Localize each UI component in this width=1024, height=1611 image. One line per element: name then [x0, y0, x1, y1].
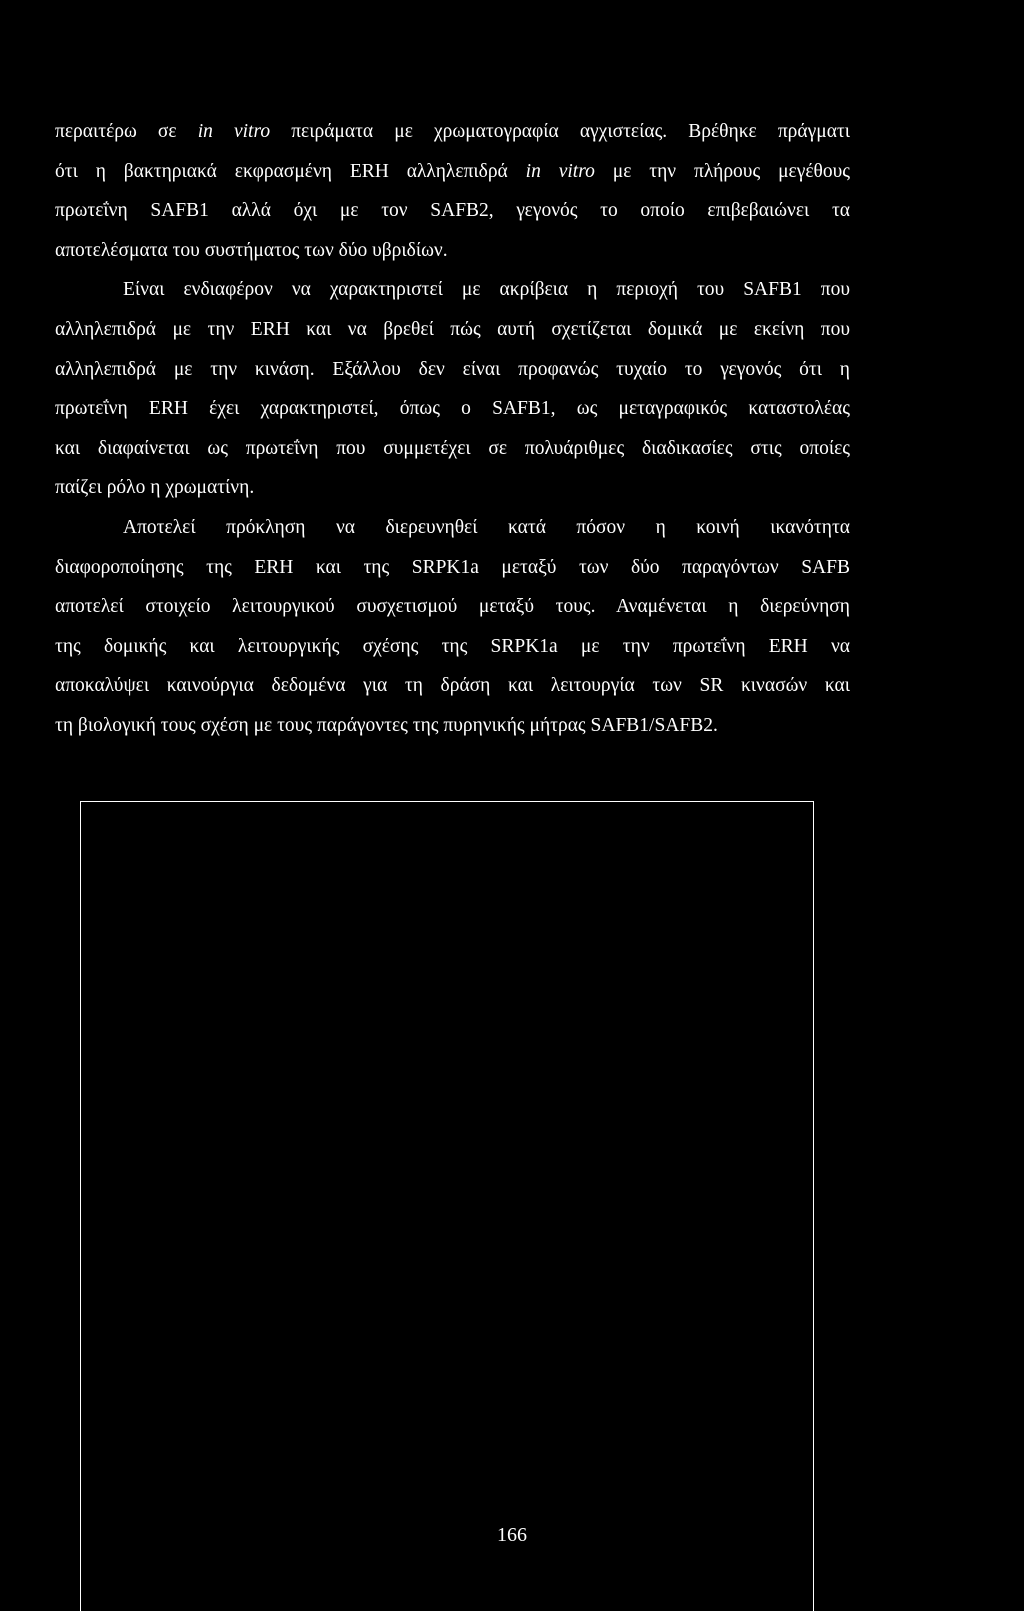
text-line: [55, 711, 850, 741]
text-line: [55, 355, 850, 385]
text-run: αποτελέσματα του συστήματος των δύο υβριδίων.: [55, 240, 448, 261]
text-line: [55, 394, 850, 424]
text-line: [55, 157, 850, 187]
text-line: [55, 196, 850, 226]
text-line: [55, 434, 850, 464]
figure-frame: [80, 801, 814, 1611]
text-run: τη βιολογική τους σχέση με τους παράγοντες της πυρηνικής μήτρας SAFB1/SAFB2.: [55, 715, 718, 736]
text-run: αποτελεί στοιχείο λειτουργικού συσχετισμού μεταξύ τους. Αναμένεται η διερεύνηση: [55, 596, 850, 617]
text-line: [55, 632, 850, 662]
text-run: Είναι ενδιαφέρον να χαρακτηριστεί με ακρίβεια η περιοχή του SAFB1 που: [123, 279, 850, 300]
text-run: αποκαλύψει καινούργια δεδομένα για τη δράση και λειτουργία των SR κινασών και: [55, 675, 850, 696]
text-line: [55, 553, 850, 583]
text-line: [55, 315, 850, 345]
text-run: πρωτεΐνη SAFB1 αλλά όχι με τον SAFB2, γεγονός το οποίο επιβεβαιώνει τα: [55, 200, 850, 221]
text-run: διαφοροποίησης της ERH και της SRPK1a μεταξύ των δύο παραγόντων SAFB: [55, 557, 850, 578]
text-line: [55, 236, 850, 266]
text-line: [55, 592, 850, 622]
page-number: 166: [497, 1524, 527, 1546]
text-line: [55, 117, 850, 147]
text-run: περαιτέρω σε: [55, 121, 198, 142]
text-run: και διαφαίνεται ως πρωτεΐνη που συμμετέχει σε πολυάριθμες διαδικασίες στις οποίες: [55, 438, 850, 459]
text-line: [55, 473, 850, 503]
text-run: της δομικής και λειτουργικής σχέσης της SRPK1a με την πρωτεΐνη ERH να: [55, 636, 850, 657]
text-run: Αποτελεί πρόκληση να διερευνηθεί κατά πόσον η κοινή ικανότητα: [123, 517, 850, 538]
text-line: [55, 671, 850, 701]
italic-term: in vitro: [525, 161, 595, 182]
italic-term: in vitro: [197, 121, 271, 142]
text-run: αλληλεπιδρά με την ERH και να βρεθεί πώς αυτή σχετίζεται δομικά με εκείνη που: [55, 319, 850, 340]
text-run: αλληλεπιδρά με την κινάση. Εξάλλου δεν είναι προφανώς τυχαίο το γεγονός ότι η: [55, 359, 850, 380]
text-line: [55, 513, 850, 543]
text-run: πρωτεΐνη ERH έχει χαρακτηριστεί, όπως ο SAFB1, ως μεταγραφικός καταστολέας: [55, 398, 850, 419]
text-run: με την πλήρους μεγέθους: [594, 161, 850, 182]
text-run: πειράματα με χρωματογραφία αγχιστείας. Βρέθηκε πράγματι: [270, 121, 850, 142]
text-run: ότι η βακτηριακά εκφρασμένη ERH αλληλεπιδρά: [55, 161, 526, 182]
text-line: [55, 275, 850, 305]
text-run: παίζει ρόλο η χρωματίνη.: [55, 477, 255, 498]
